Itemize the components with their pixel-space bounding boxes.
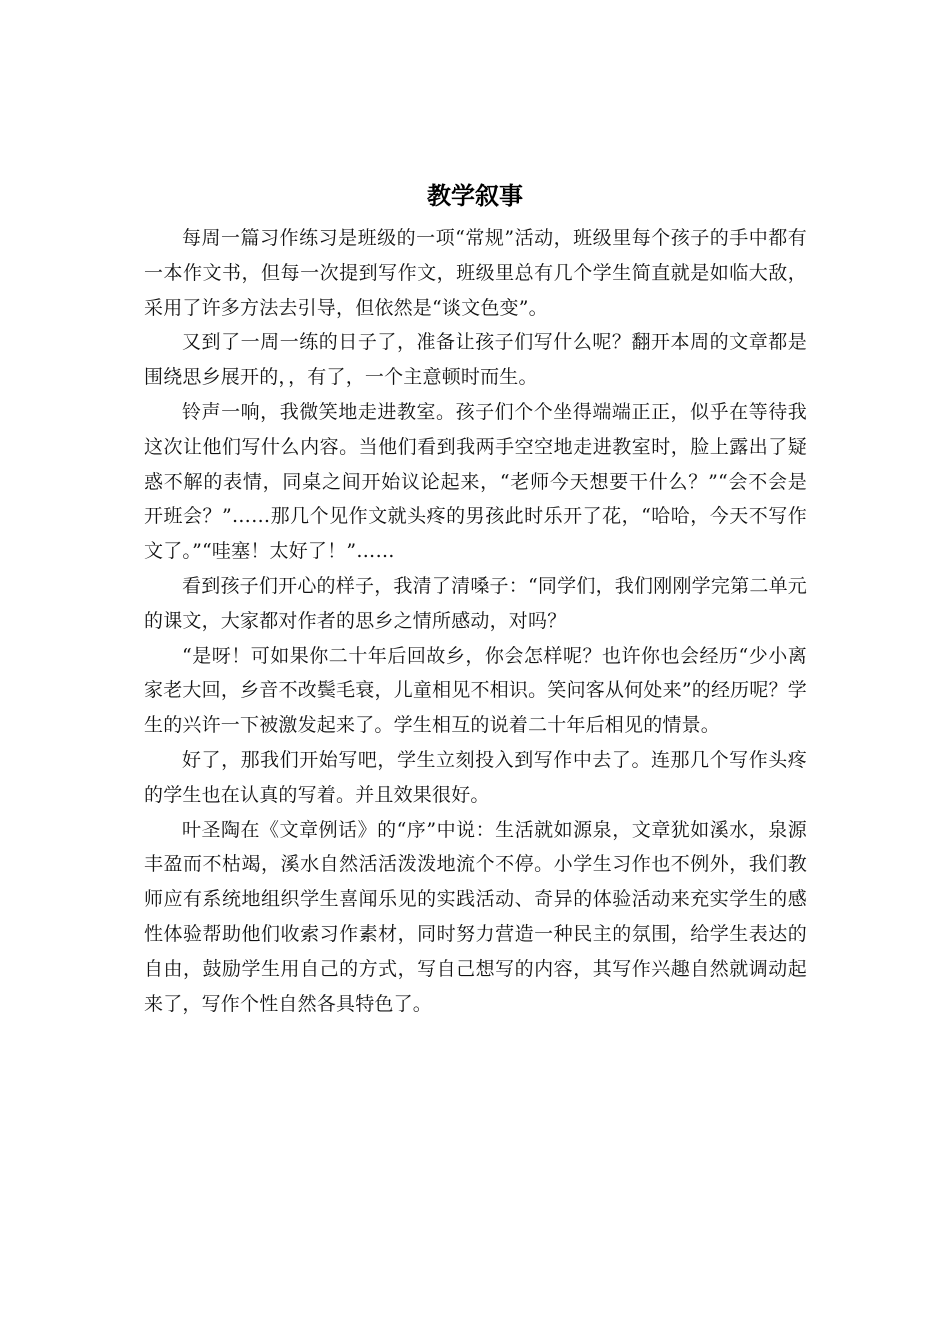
- paragraph-4: 看到孩子们开心的样子，我清了清嗓子：“同学们，我们刚刚学完第二单元的课文，大家都对作者的思乡之情所感动，对吗？: [144, 574, 807, 632]
- paragraph-7: 叶圣陶在《文章例话》的“序”中说：生活就如源泉，文章犹如溪水，泉源丰盈而不枯竭，溪水自然活活泼泼地流个不停。小学生习作也不例外，我们教师应有系统地组织学生喜闻乐见的实践活动、奇异的体验活动来充实学生的感性体验帮助他们收索习作素材，同时努力营造一种民主的氛围，给学生表达的自由，鼓励学生用自己的方式，写自己想写的内容，其写作兴趣自然就调动起来了，写作个性自然各具特色了。: [144, 818, 807, 1015]
- document-title: 教学叙事: [427, 182, 523, 210]
- paragraph-2: 又到了一周一练的日子了，准备让孩子们写什么呢？翻开本周的文章都是围绕思乡展开的，，有了，一个主意顿时而生。: [144, 331, 807, 389]
- document-body: [144, 221, 807, 1021]
- paragraph-6: 好了，那我们开始写吧，学生立刻投入到写作中去了。连那几个写作头疼的学生也在认真的写着。并且效果很好。: [144, 748, 807, 806]
- paragraph-5: “是呀！可如果你二十年后回故乡，你会怎样呢？也许你也会经历“少小离家老大回，乡音不改鬓毛衰，儿童相见不相识。笑问客从何处来”的经历呢？学生的兴许一下被激发起来了。学生相互的说着二十年后相见的情景。: [144, 644, 807, 737]
- paragraph-3: 铃声一响，我微笑地走进教室。孩子们个个坐得端端正正，似乎在等待我这次让他们写什么内容。当他们看到我两手空空地走进教室时，脸上露出了疑惑不解的表情，同桌之间开始议论起来，“老师今天想要干什么？”“会不会是开班会？”……那几个见作文就头疼的男孩此时乐开了花，“哈哈，今天不写作文了。”“哇塞！太好了！”……: [144, 400, 807, 563]
- paragraph-1: 每周一篇习作练习是班级的一项“常规”活动，班级里每个孩子的手中都有一本作文书，但每一次提到写作文，班级里总有几个学生简直就是如临大敌，采用了许多方法去引导，但依然是“谈文色变”。: [144, 227, 807, 319]
